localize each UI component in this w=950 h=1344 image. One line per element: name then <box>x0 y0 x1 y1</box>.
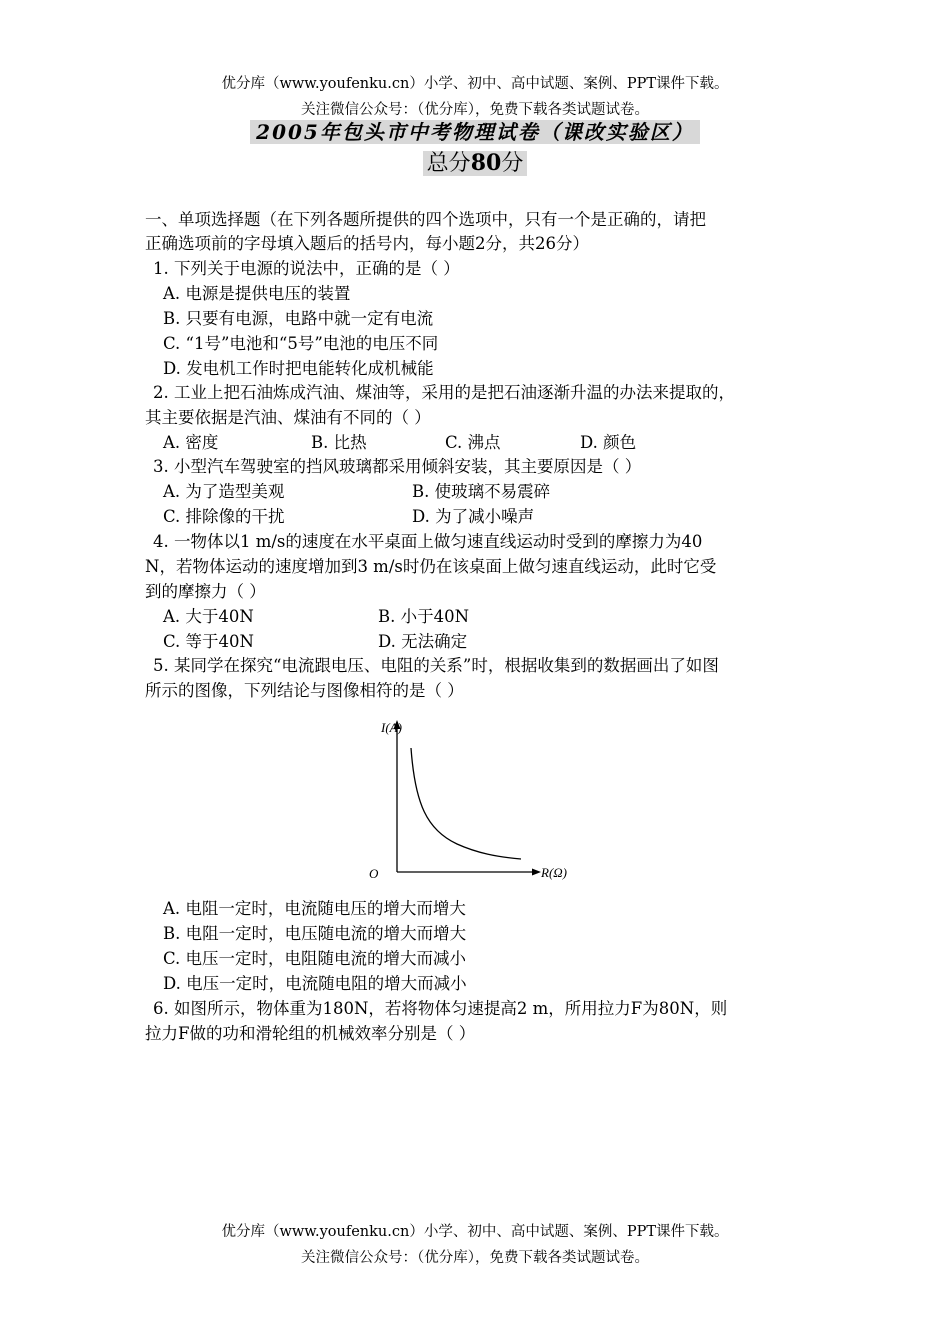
total-number: 80 <box>470 150 502 176</box>
q6-stem-1: 6. 如图所示，物体重为180N，若将物体匀速提高2 m，所用拉力F为80N，则 <box>153 999 728 1018</box>
footer-line-2: 关注微信公众号：（优分库），免费下载各类试题试卷。 <box>301 1250 649 1266</box>
q4-option-c: C. 等于40N <box>163 632 254 651</box>
q1-option-a: A. 电源是提供电压的装置 <box>163 284 351 303</box>
q3-stem: 3. 小型汽车驾驶室的挡风玻璃都采用倾斜安装，其主要原因是（ ） <box>153 457 642 476</box>
q5-stem-1: 5. 某同学在探究“电流跟电压、电阻的关系”时，根据收集到的数据画出了如图 <box>153 656 719 675</box>
q1-option-d: D. 发电机工作时把电能转化成机械能 <box>163 359 434 378</box>
q3-option-b: B. 使玻璃不易震碎 <box>412 482 551 501</box>
origin-label: O <box>369 866 379 881</box>
q1-option-b: B. 只要有电源，电路中就一定有电流 <box>163 309 434 328</box>
q4-stem-3: 到的摩擦力（ ） <box>145 582 266 601</box>
q4-stem-2: N，若物体运动的速度增加到3 m/s时仍在该桌面上做匀速直线运动，此时它受 <box>145 557 717 576</box>
q2-option-d: D. 颜色 <box>580 433 637 452</box>
q4-option-a: A. 大于40N <box>163 607 254 626</box>
total-prefix: 总分 <box>426 151 471 176</box>
section-line-2: 正确选项前的字母填入题后的括号内，每小题2分，共26分） <box>145 234 589 253</box>
q4-option-d: D. 无法确定 <box>378 632 468 651</box>
q2-option-b: B. 比热 <box>311 433 367 452</box>
q2-option-c: C. 沸点 <box>445 433 501 452</box>
q5-option-b: B. 电阻一定时，电压随电流的增大而增大 <box>163 924 467 943</box>
q4-option-b: B. 小于40N <box>378 607 470 626</box>
page-title: 2005年包头市中考物理试卷（课改实验区） <box>250 120 700 144</box>
q1-stem: 1. 下列关于电源的说法中，正确的是（ ） <box>153 259 460 278</box>
title-wrap <box>0 120 950 146</box>
q3-option-d: D. 为了减小噪声 <box>412 507 535 526</box>
q5-option-c: C. 电压一定时，电阻随电流的增大而减小 <box>163 949 467 968</box>
footer-line-1: 优分库（www.youfenku.cn）小学、初中、高中试题、案例、PPT课件下载。 <box>221 1224 729 1240</box>
y-axis-label: I(A) <box>381 720 402 735</box>
q6-stem-2: 拉力F做的功和滑轮组的机械效率分别是（ ） <box>145 1024 476 1043</box>
q5-option-a: A. 电阻一定时，电流随电压的增大而增大 <box>163 899 466 918</box>
inverse-curve <box>411 748 521 859</box>
q2-stem-2: 其主要依据是汽油、煤油有不同的（ ） <box>145 408 431 427</box>
section-line-1: 一、单项选择题（在下列各题所提供的四个选项中，只有一个是正确的，请把 <box>145 210 706 229</box>
q3-option-c: C. 排除像的干扰 <box>163 507 285 526</box>
header-line-1: 优分库（www.youfenku.cn）小学、初中、高中试题、案例、PPT课件下载。 <box>221 76 729 92</box>
current-resistance-graph <box>365 712 585 888</box>
q5-option-d: D. 电压一定时，电流随电阻的增大而减小 <box>163 974 467 993</box>
total-wrap <box>0 148 950 180</box>
q5-stem-2: 所示的图像，下列结论与图像相符的是（ ） <box>145 681 464 700</box>
q3-option-a: A. 为了造型美观 <box>163 482 285 501</box>
total-suffix: 分 <box>501 151 524 176</box>
q4-stem-1: 4. 一物体以1 m/s的速度在水平桌面上做匀速直线运动时受到的摩擦力为40 <box>153 532 703 551</box>
total-score <box>423 151 528 176</box>
q1-option-c: C. “1号”电池和“5号”电池的电压不同 <box>163 334 439 353</box>
x-axis-arrow <box>532 869 541 876</box>
q2-stem-1: 2. 工业上把石油炼成汽油、煤油等，采用的是把石油逐渐升温的办法来提取的， <box>153 383 735 402</box>
header-line-2: 关注微信公众号：（优分库），免费下载各类试题试卷。 <box>301 102 649 118</box>
q2-option-a: A. 密度 <box>163 433 219 452</box>
x-axis-label: R(Ω) <box>541 865 567 880</box>
